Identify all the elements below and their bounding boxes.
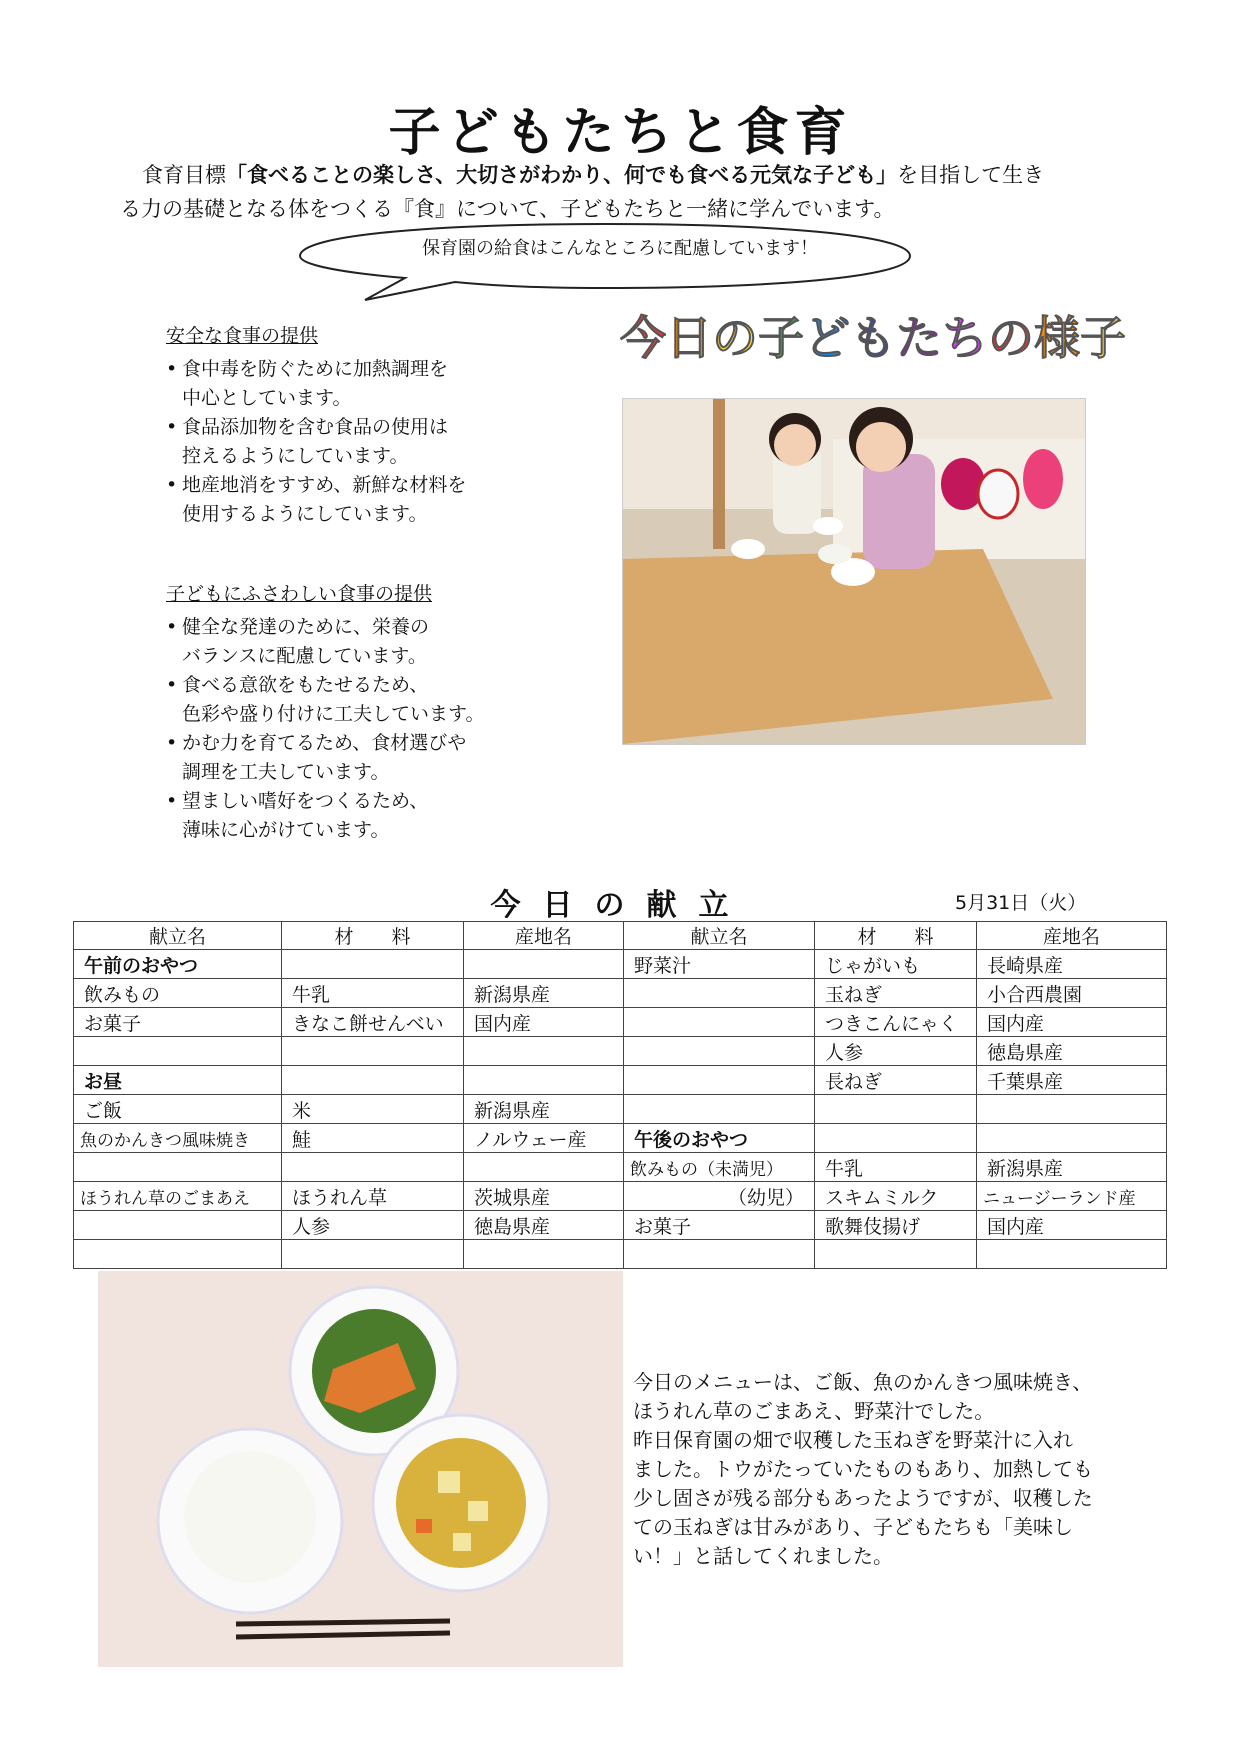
note-line: 今日のメニューは、ご飯、魚のかんきつ風味焼き、: [633, 1370, 1093, 1394]
children-photo: [622, 398, 1086, 745]
intro-text: [120, 158, 1130, 226]
table-row: [74, 1008, 1167, 1037]
table-cell: [815, 1095, 977, 1124]
wordart-heading: [620, 300, 1126, 380]
intro-line-2: る力の基礎となる体をつくる『食』について、子どもたちと一緒に学んでいます。: [120, 197, 895, 221]
table-cell: 魚のかんきつ風味焼き: [74, 1124, 282, 1153]
table-cell: 長ねぎ: [815, 1066, 977, 1095]
table-header-row: [74, 922, 1167, 950]
table-cell: 飲みもの（未満児）: [624, 1153, 815, 1182]
table-cell: 国内産: [977, 1211, 1167, 1240]
child-meal-list: [166, 613, 606, 845]
table-cell: 牛乳: [282, 979, 464, 1008]
table-cell: お昼: [74, 1066, 282, 1095]
table-cell: 徳島県産: [977, 1037, 1167, 1066]
table-cell: ほうれん草: [282, 1182, 464, 1211]
wordart-char: た: [896, 311, 942, 365]
list-item: • 健全な発達のために、栄養の バランスに配慮しています。: [166, 613, 606, 671]
wordart-char: の: [988, 311, 1034, 365]
table-cell: 歌舞伎揚げ: [815, 1211, 977, 1240]
table-cell: [464, 1037, 624, 1066]
intro-goal: 「食べることの楽しさ、大切さがわかり、何でも食べる元気な子ども」: [226, 163, 898, 187]
table-row: [74, 1037, 1167, 1066]
table-cell: [624, 1066, 815, 1095]
table-cell: 国内産: [977, 1008, 1167, 1037]
wordart-char: も: [850, 311, 896, 365]
table-row: [74, 1211, 1167, 1240]
table-cell: （幼児）: [624, 1182, 815, 1211]
table-cell: 米: [282, 1095, 464, 1124]
table-row: [74, 1066, 1167, 1095]
note-line: ての玉ねぎは甘みがあり、子どもたちも「美味し: [633, 1515, 1073, 1539]
table-cell: 徳島県産: [464, 1211, 624, 1240]
table-cell: [624, 1037, 815, 1066]
child-meal-section: [166, 580, 606, 845]
table-cell: 野菜汁: [624, 950, 815, 979]
table-cell: [464, 1153, 624, 1182]
table-cell: [815, 1124, 977, 1153]
table-cell: [282, 1153, 464, 1182]
wordart-char: 日: [666, 311, 712, 365]
speech-bubble: [295, 220, 915, 302]
wordart-char: 様: [1034, 311, 1080, 365]
wordart-char: の: [712, 311, 758, 365]
wordart-char: 子: [1080, 311, 1126, 365]
list-item: • 食べる意欲をもたせるため、 色彩や盛り付けに工夫しています。: [166, 671, 606, 729]
table-cell: [282, 1037, 464, 1066]
table-cell: お菓子: [624, 1211, 815, 1240]
table-cell: [464, 1240, 624, 1269]
table-cell: じゃがいも: [815, 950, 977, 979]
svg-text:今日の子どもたちの様子: [620, 311, 1126, 365]
table-cell: 千葉県産: [977, 1066, 1167, 1095]
table-cell: 国内産: [464, 1008, 624, 1037]
table-cell: ニュージーランド産: [977, 1182, 1167, 1211]
note-line: 昨日保育園の畑で収穫した玉ねぎを野菜汁に入れ: [633, 1428, 1073, 1452]
list-item: • 望ましい嗜好をつくるため、 薄味に心がけています。: [166, 787, 606, 845]
table-cell: ノルウェー産: [464, 1124, 624, 1153]
table-cell: [74, 1037, 282, 1066]
table-cell: 人参: [815, 1037, 977, 1066]
table-cell: 玉ねぎ: [815, 979, 977, 1008]
table-cell: [464, 1066, 624, 1095]
menu-title: 今日の献立: [490, 888, 751, 923]
table-row: [74, 979, 1167, 1008]
list-item: • 食中毒を防ぐために加熱調理を 中心としています。: [166, 355, 566, 413]
wordart-char: ち: [942, 311, 988, 365]
intro-part2: を目指して生き: [897, 163, 1045, 187]
table-cell: つきこんにゃく: [815, 1008, 977, 1037]
table-cell: 人参: [282, 1211, 464, 1240]
column-header: 材 料: [282, 922, 464, 950]
table-cell: [74, 1211, 282, 1240]
table-cell: [624, 1240, 815, 1269]
table-cell: [815, 1240, 977, 1269]
intro-part1: 食育目標: [142, 163, 226, 187]
table-cell: [464, 950, 624, 979]
column-header: 産地名: [977, 922, 1167, 950]
table-cell: ご飯: [74, 1095, 282, 1124]
section-heading: 安全な食事の提供: [166, 325, 319, 347]
menu-date: 5月31日（火）: [955, 892, 1087, 914]
note-line: い！」と話してくれました。: [633, 1544, 893, 1568]
table-cell: 午後のおやつ: [624, 1124, 815, 1153]
table-cell: [624, 979, 815, 1008]
table-cell: [624, 1008, 815, 1037]
table-cell: ほうれん草のごまあえ: [74, 1182, 282, 1211]
list-item: • かむ力を育てるため、食材選びや 調理を工夫しています。: [166, 729, 606, 787]
table-cell: [282, 1066, 464, 1095]
table-cell: 小合西農園: [977, 979, 1167, 1008]
table-row: [74, 1095, 1167, 1124]
list-item: • 地産地消をすすめ、新鮮な材料を 使用するようにしています。: [166, 471, 566, 529]
column-header: 産地名: [464, 922, 624, 950]
table-cell: 茨城県産: [464, 1182, 624, 1211]
table-cell: きなこ餅せんべい: [282, 1008, 464, 1037]
table-row: [74, 1153, 1167, 1182]
table-cell: 午前のおやつ: [74, 950, 282, 979]
table-row: [74, 1124, 1167, 1153]
table-cell: 長崎県産: [977, 950, 1167, 979]
menu-table: [73, 921, 1167, 1269]
table-cell: 牛乳: [815, 1153, 977, 1182]
wordart-char: 今: [620, 311, 666, 365]
column-header: 献立名: [624, 922, 815, 950]
note-line: ました。トウがたっていたものもあり、加熱しても: [633, 1457, 1093, 1481]
list-item: • 食品添加物を含む食品の使用は 控えるようにしています。: [166, 413, 566, 471]
table-cell: [624, 1095, 815, 1124]
table-cell: お菓子: [74, 1008, 282, 1037]
table-row: [74, 1240, 1167, 1269]
table-cell: 飲みもの: [74, 979, 282, 1008]
table-cell: 新潟県産: [464, 1095, 624, 1124]
section-heading: 子どもにふさわしい食事の提供: [166, 583, 433, 605]
table-cell: 新潟県産: [977, 1153, 1167, 1182]
bubble-text: 保育園の給食はこんなところに配慮しています！: [422, 238, 818, 259]
lunch-photo: [98, 1271, 623, 1667]
table-cell: 新潟県産: [464, 979, 624, 1008]
note-line: ほうれん草のごまあえ、野菜汁でした。: [633, 1399, 995, 1423]
table-cell: スキムミルク: [815, 1182, 977, 1211]
page-title: 子どもたちと食育: [388, 103, 853, 163]
table-row: [74, 1182, 1167, 1211]
table-row: [74, 950, 1167, 979]
intro-line-1: [120, 158, 1130, 192]
table-cell: [977, 1124, 1167, 1153]
wordart-char: 子: [758, 311, 804, 365]
note-line: 少し固さが残る部分もあったようですが、収穫した: [633, 1486, 1093, 1510]
table-cell: [74, 1153, 282, 1182]
table-cell: [282, 1240, 464, 1269]
table-cell: [74, 1240, 282, 1269]
table-cell: [282, 950, 464, 979]
menu-note: [633, 1368, 1163, 1571]
safe-meal-section: [166, 322, 566, 529]
safe-meal-list: [166, 355, 566, 529]
table-cell: 鮭: [282, 1124, 464, 1153]
table-cell: [977, 1240, 1167, 1269]
column-header: 材 料: [815, 922, 977, 950]
table-cell: [977, 1095, 1167, 1124]
wordart-char: ど: [804, 311, 850, 365]
column-header: 献立名: [74, 922, 282, 950]
